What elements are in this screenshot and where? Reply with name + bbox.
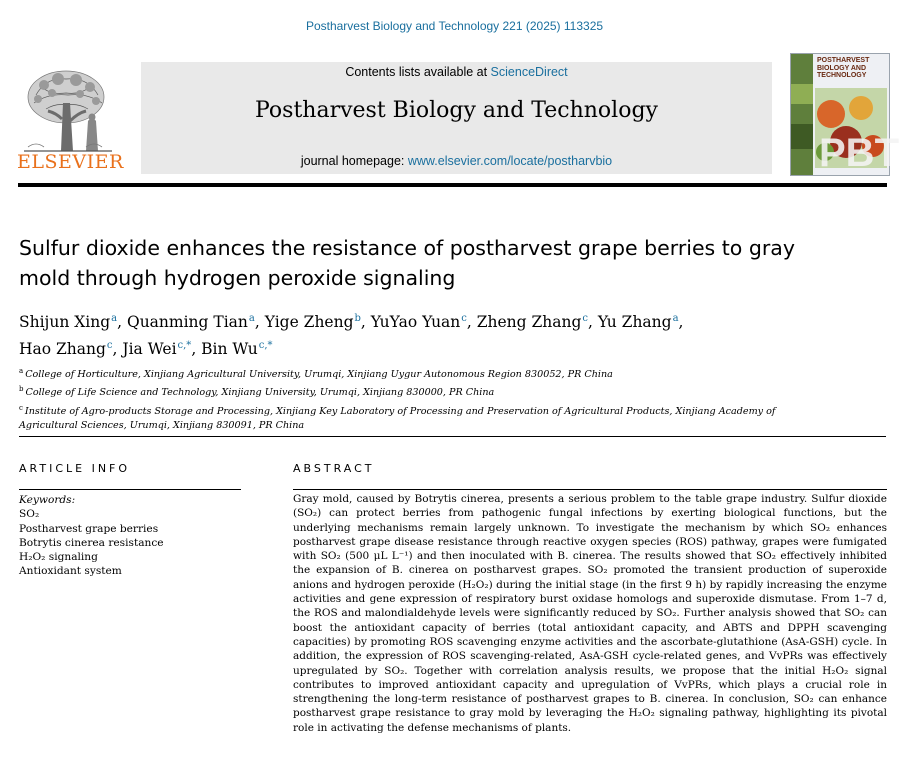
abstract-body: Gray mold, caused by Botrytis cinerea, presents a serious problem to the table grape industry. Sulfur dioxide (SO₂) can protect berries from pathogenic fungal infections by exerting biological functions, but the underlying mechanisms remain largely unknown. To investigate the mechanism by which SO₂ enhances postharvest grape disease resistance through reactive oxygen species (ROS) pathway, grapes were fumigated with SO₂ (500 μL L⁻¹) and then inoculated with B. cinerea. The results showed that SO₂ effectively inhibited the expansion of B. cinerea on postharvest grapes. SO₂ promoted the transient production of superoxide anions and hydrogen peroxide (H₂O₂) during the initial stage (in the first 9 h) by rapidly increasing the enzyme activities and gene expression of respiratory burst oxidase homologs and superoxide dismutase. From 1–7 d, the ROS and malondialdehyde levels were significantly reduced by SO₂. Further analysis showed that SO₂ can boost the antioxidant capacity of berries (total antioxidant capacity, and ABTS and DPPH scavenging capacities) by promoting ROS scavenging enzyme activities and the ascorbate-glutathione (AsA-GSH) cycle. In addition, the expression of ROS scavenging-related, AsA-GSH cycle-related genes, and VvPRs was effectively upregulated by SO₂. Together with correlation analysis results, we propose that the initial H₂O₂ signal contributes to improved antioxidant capacity and upregulation of VvPRs, which plays a crucial role in strengthening the long-term resistance of postharvest grapes to B. cinerea. In conclusion, SO₂ can enhance postharvest grape resistance to gray mold by leveraging the H₂O₂ signaling pathway, highlighting its pivotal role in activating the defense mechanisms of plants. <box>293 493 887 734</box>
journal-homepage-line <box>141 154 772 168</box>
author[interactable]: Bin Wu$^{c,*}$ <box>201 340 273 358</box>
publisher-name[interactable]: ELSEVIER <box>17 151 124 173</box>
article-info-rule <box>19 489 241 490</box>
journal-title: Postharvest Biology and Technology <box>255 98 658 123</box>
affiliation-link[interactable]: c,* <box>177 340 192 351</box>
affiliation-link[interactable]: a <box>248 313 255 324</box>
affiliation-mark: a <box>19 367 24 375</box>
journal-masthead <box>141 62 772 174</box>
author[interactable]: Jia Wei$^{c,*}$ <box>122 340 192 358</box>
affiliation-mark: c <box>19 403 23 412</box>
keyword: Postharvest grape berries <box>19 522 159 535</box>
abstract-heading: ABSTRACT <box>293 462 375 475</box>
article-info-heading: ARTICLE INFO <box>19 462 131 475</box>
affiliation-link[interactable]: c <box>582 313 589 324</box>
author[interactable]: Shijun Xing$^a$ <box>19 313 118 331</box>
keyword: Botrytis cinerea resistance <box>19 536 164 549</box>
keyword: Antioxidant system <box>19 565 122 578</box>
cover-journal-title: POSTHARVEST BIOLOGY AND TECHNOLOGY <box>817 57 870 79</box>
affiliation-link[interactable]: c <box>461 313 467 324</box>
author[interactable]: Hao Zhang$^c$ <box>19 340 113 358</box>
homepage-prefix: journal homepage: <box>300 154 408 168</box>
affiliation-link[interactable]: c <box>106 340 113 351</box>
affiliation-list <box>19 364 789 434</box>
affiliation-mark: b <box>19 385 24 394</box>
affiliation-link[interactable]: c,* <box>258 340 273 351</box>
section-divider <box>19 436 886 437</box>
keywords-block <box>19 493 244 579</box>
sciencedirect-link[interactable]: ScienceDirect <box>490 65 568 79</box>
cover-letters: PBT <box>819 131 899 175</box>
affiliation-link[interactable]: a <box>111 313 118 324</box>
affiliation: $^a$ College of Horticulture, Xinjiang Agricultural University, Urumqi, Xinjiang Uygur Autonomous Region 830052, PR China <box>19 367 613 380</box>
article-title: Sulfur dioxide enhances the resistance of postharvest grape berries to gray mold through hydrogen peroxide signaling <box>19 236 795 290</box>
contents-availability-line <box>141 65 772 79</box>
affiliation-link[interactable]: a <box>672 313 679 324</box>
author[interactable]: Yige Zheng$^b$ <box>264 313 361 331</box>
journal-cover-image[interactable] <box>790 53 899 176</box>
masthead-rule <box>18 183 887 187</box>
journal-homepage-link[interactable]: www.elsevier.com/locate/postharvbio <box>407 154 613 168</box>
keyword: H₂O₂ signaling <box>19 551 98 564</box>
author[interactable]: YuYao Yuan$^c$ <box>370 313 467 331</box>
affiliation: $^c$ Institute of Agro-products Storage and Processing, Xinjiang Key Laboratory of Processing and Preservation of Agricultural Products, Xinjiang Academy of Agricultural Sciences, Urumqi, Xinjiang 830091, PR China <box>19 403 776 432</box>
author[interactable]: Zheng Zhang$^c$ <box>476 313 589 331</box>
author[interactable]: Quanming Tian$^a$ <box>126 313 255 331</box>
author-list: Shijun Xing$^a$, Quanming Tian$^a$, Yige Zheng$^b$, YuYao Yuan$^c$, Zheng Zhang$^c$, Yu Zhang$^a$, Hao Zhang$^c$, Jia Wei$^{c,*}$, Bin Wu$^{c,*}$ <box>19 313 684 358</box>
abstract-rule <box>293 489 887 490</box>
author[interactable]: Yu Zhang$^a$ <box>597 313 679 331</box>
affiliation: $^b$ College of Life Science and Technology, Xinjiang University, Urumqi, Xinjiang 830000, PR China <box>19 385 495 399</box>
journal-citation[interactable]: Postharvest Biology and Technology 221 (2025) 113325 <box>305 19 604 33</box>
affiliation-link[interactable]: b <box>354 313 361 324</box>
keyword: SO₂ <box>19 508 40 521</box>
contents-prefix: Contents lists available at <box>345 65 491 79</box>
keywords-label: Keywords: <box>19 494 76 506</box>
